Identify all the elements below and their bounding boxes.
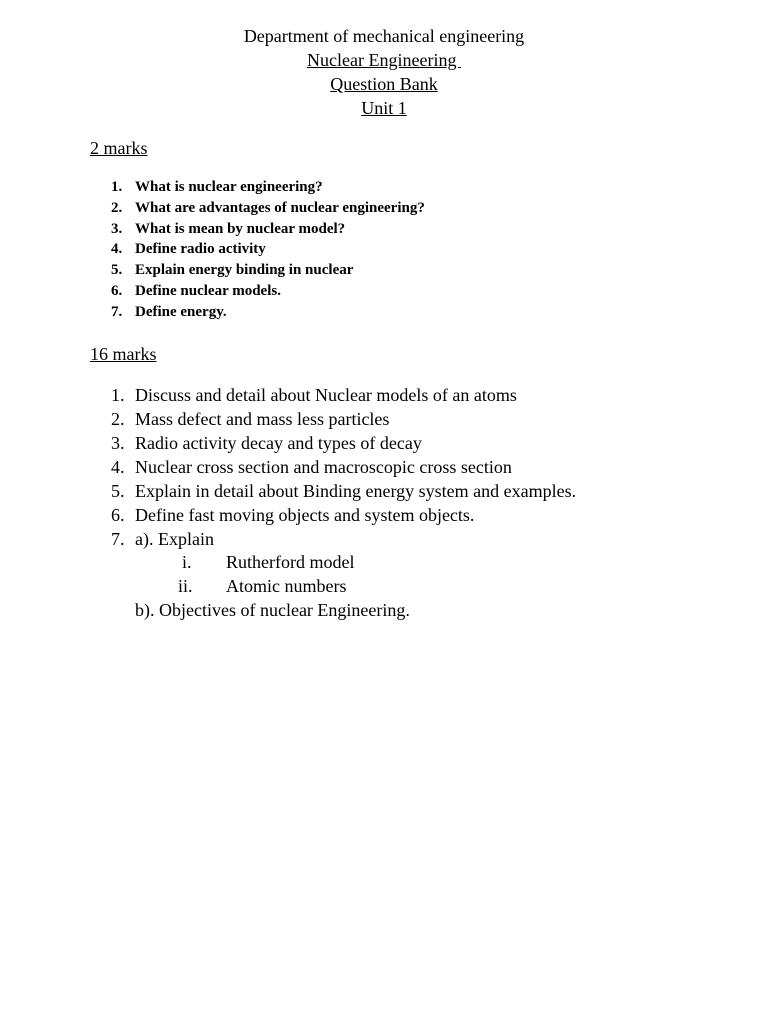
department-title: Department of mechanical engineering [243, 26, 525, 46]
item-text: What is nuclear engineering? [135, 179, 323, 195]
item-text: Mass defect and mass less particles [135, 409, 390, 429]
item-number: 3. [111, 433, 125, 453]
item-text: Nuclear cross section and macroscopic cross section [135, 457, 512, 477]
item-text: Radio activity decay and types of decay [135, 433, 422, 453]
list-item [90, 281, 425, 302]
item-text: Define energy. [135, 303, 227, 320]
item-text: What is mean by nuclear model? [135, 220, 346, 237]
sub-item-text: Atomic numbers [226, 576, 347, 596]
item-number: 1. [111, 385, 125, 405]
item-text: Define fast moving objects and system objects. [135, 505, 475, 525]
item-number: 6. [111, 505, 125, 525]
sub-item-number: ii. [178, 576, 193, 596]
item-number: 7. [111, 303, 123, 320]
sub-item-number: i. [182, 552, 192, 572]
sixteen-marks-list [90, 383, 576, 551]
item-text: Explain energy binding in nuclear [135, 262, 354, 279]
list-item [90, 455, 576, 479]
list-item [90, 503, 576, 527]
item-number: 4. [111, 241, 123, 258]
list-item [90, 198, 425, 219]
item-number: 7. [111, 529, 125, 549]
list-item [90, 219, 425, 240]
item-text: Explain in detail about Binding energy system and examples. [135, 481, 577, 501]
list-item [90, 527, 576, 551]
item-number: 1. [111, 179, 123, 195]
item-text: Define nuclear models. [135, 282, 281, 299]
item-number: 3. [111, 220, 123, 237]
item-number: 2. [111, 199, 123, 216]
list-item [90, 383, 576, 407]
document-header [0, 24, 768, 120]
two-marks-heading: 2 marks [90, 138, 148, 158]
item-text: What are advantages of nuclear engineering? [135, 199, 425, 216]
item-number: 2. [111, 409, 125, 429]
item-number: 5. [111, 262, 123, 279]
doc-type-title: Question Bank [330, 74, 438, 94]
two-marks-list [90, 177, 425, 323]
list-item [90, 239, 425, 260]
item-number: 6. [111, 282, 123, 299]
list-item [90, 177, 425, 198]
item-text: Discuss and detail about Nuclear models of an atoms [135, 385, 517, 405]
item-text: a). Explain [135, 529, 214, 549]
item-number: 5. [111, 481, 125, 501]
list-item [90, 479, 576, 503]
list-item [90, 302, 425, 323]
list-item [90, 431, 576, 455]
list-item [90, 260, 425, 281]
item-text: Define radio activity [135, 241, 266, 258]
subject-title: Nuclear Engineering [307, 50, 461, 70]
sixteen-marks-heading: 16 marks [90, 344, 157, 364]
item-number: 4. [111, 457, 125, 477]
list-item [90, 407, 576, 431]
sub-item-text: Rutherford model [226, 552, 355, 572]
part-b-item: b). Objectives of nuclear Engineering. [135, 600, 410, 620]
unit-title: Unit 1 [361, 98, 407, 118]
